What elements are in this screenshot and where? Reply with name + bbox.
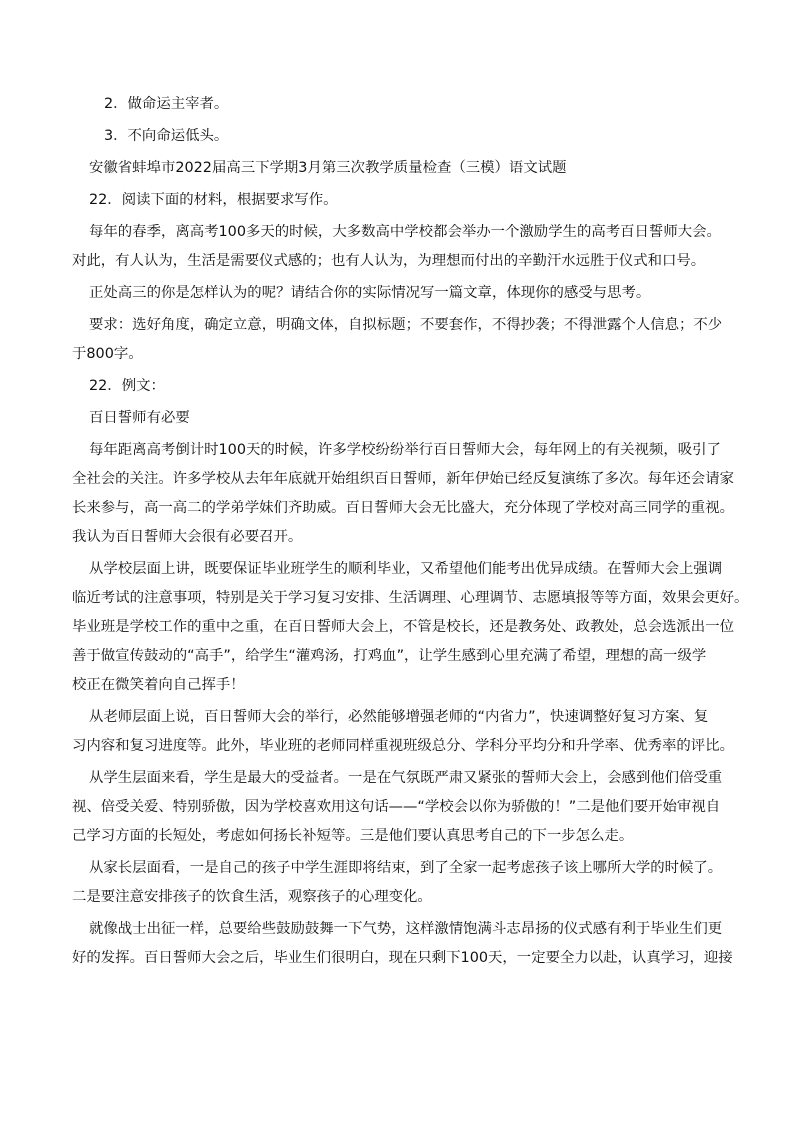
text-line: 全社会的关注。许多学校从去年年底就开始组织百日誓师，新年伊始已经反复演练了多次。每年还会请家 [72,471,734,487]
text-line: 好的发挥。百日誓师大会之后，毕业生们很明白，现在只剩下100天，一定要全力以赴，认真学习，迎接 [72,950,733,966]
text-line: 长来参与，高一高二的学弟学妹们齐助威。百日誓师大会无比盛大，充分体现了学校对高三同学的重视。 [72,500,734,516]
text-line: 毕业班是学校工作的重中之重，在百日誓师大会上，不管是校长，还是教务处、政教处，总会选派出一位 [72,619,734,635]
text-line: 每年距离高考倒计时100天的时候，许多学校纷纷举行百日誓师大会，每年网上的有关视频，吸引了 [89,442,721,458]
material-paragraph-2 [72,283,732,303]
text-line: 二是要注意安排孩子的饮食生活，观察孩子的心理变化。 [72,889,432,905]
text-line: 视、倍受关爱、特别骄傲，因为学校喜欢用这句话——“学校会以你为骄傲的！”二是他们要开始审视自 [72,799,721,815]
list-item-2: 2．做命运主宰者。 [104,96,229,112]
text-line: 从家长层面看，一是自己的孩子中学生涯即将结束，到了全家一起考虑孩子该上哪所大学的时候了。 [89,860,723,876]
question-label: 22．阅读下面的材料，根据要求写作。 [89,192,338,208]
text-line: 临近考试的注意事项，特别是关于学习复习安排、生活调理、心理调节、志愿填报等等方面，效果会更好。 [72,590,749,606]
text-line: 从学生层面来看，学生是最大的受益者。一是在气氛既严肃又紧张的誓师大会上，会感到他们倍受重 [89,770,723,786]
text-line: 正处高三的你是怎样认为的呢？请结合你的实际情况写一篇文章，体现你的感受与思考。 [89,285,651,301]
essay-title: 百日誓师有必要 [89,410,190,426]
text-line: 要求：选好角度，确定立意，明确文体，自拟标题；不要套作，不得抄袭；不得泄露个人信息；不少 [89,317,723,333]
essay-paragraph-3 [72,707,732,756]
text-line: 从学校层面上讲，既要保证毕业班学生的顺利毕业，又希望他们能考出优异成绩。在誓师大会上强调 [89,561,723,577]
text-line: 善于做宣传鼓动的“高手”，给学生“灌鸡汤，打鸡血”，让学生感到心里充满了希望，理想的高一级学 [72,648,707,664]
text-line: 己学习方面的长短处，考虑如何扬长补短等。三是他们要认真思考自己的下一步怎么走。 [72,828,634,844]
essay-paragraph-6 [72,919,732,968]
document-page [72,94,749,980]
text-line: 校正在微笑着向自己挥手！ [72,677,245,693]
text-line: 习内容和复习进度等。此外，毕业班的老师同样重视班级总分、学科分平均分和升学率、优秀率的评比。 [72,738,734,754]
text-line: 我认为百日誓师大会很有必要召开。 [72,529,303,545]
essay-paragraph-2 [72,559,749,695]
essay-paragraph-5 [72,858,732,907]
text-line: 就像战士出征一样，总要给些鼓励鼓舞一下气势，这样激情饱满斗志昂扬的仪式感有利于毕业生们更 [89,921,723,937]
text-line: 对此，有人认为，生活是需要仪式感的；也有人认为，为理想而付出的辛勤汗水远胜于仪式和口号。 [72,253,706,269]
list-item-3: 3．不向命运低头。 [104,128,229,144]
text-line: 从老师层面上说，百日誓师大会的举行，必然能够增强老师的“内省力”，快速调整好复习方案、复 [89,709,709,725]
requirements-paragraph [72,315,732,364]
example-label: 22．例文： [89,378,165,394]
source-line: 安徽省蚌埠市2022届高三下学期3月第三次教学质量检查（三模）语文试题 [89,160,567,176]
text-line: 于800字。 [72,346,143,362]
material-paragraph-1 [72,222,732,271]
essay-paragraph-1 [72,440,732,547]
essay-paragraph-4 [72,768,732,846]
text-line: 每年的春季，离高考100多天的时候，大多数高中学校都会举办一个激励学生的高考百日誓师大会。 [89,224,721,240]
